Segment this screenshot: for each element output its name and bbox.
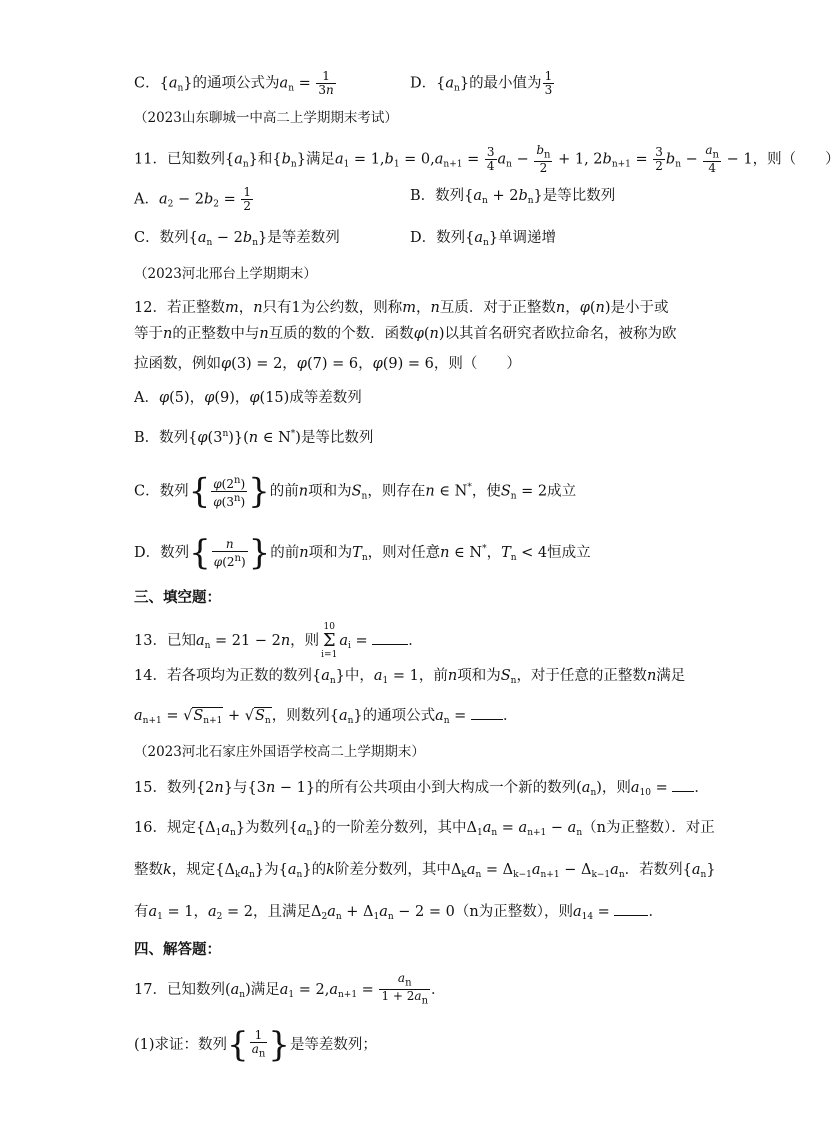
q17-stem: 17．已知数列$(a_n)$满足$a_1 = 2,a_{n+1}$ = $\frac{a_n}{1 + 2a_n}$ ．	[134, 971, 446, 1007]
q11-option-c: C．数列$\{a_n - 2b_n\}$是等差数列	[134, 230, 340, 248]
source-note-2: （2023河北邢台上学期期末）	[134, 266, 317, 282]
q12-line2: 等于n的正整数中与n互质的数的个数．函数φ(n)以其首名研究者欧拉命名，被称为欧	[134, 326, 677, 342]
source-note-1: （2023山东聊城一中高二上学期期末考试）	[134, 110, 398, 126]
q11-option-a: A．$a_2 - 2b_2$ = $\frac{1}{2}$	[134, 185, 252, 213]
q10-option-d: D．$\{a_n\}$的最小值为 $\frac{1}{3}$	[410, 69, 553, 97]
q12-option-d: D．数列{ $\frac{n}{\varphi(2^n)}$ }的前n项和为$T_n$，则对任意n ∈ N*，$T_n < 4$恒成立	[134, 533, 591, 573]
q12-line3: 拉函数，例如φ(3) = 2，φ(7) = 6，φ(9) = 6，则（ ）	[134, 356, 521, 372]
q16-line2: 整数k，规定$\{\Delta_ka_n\}$为$\{a_n\}$的k阶差分数列，其中$\Delta_ka_n = \Delta_{k-1}a_{n+1} - \Delta_{k-1}a_n$．若数列$\{a_n\}$	[134, 862, 716, 880]
q12-option-a: A．φ(5)，φ(9)，φ(15)成等差数列	[134, 390, 362, 406]
q10-option-c: C．$\{a_n\}$的通项公式为$a_n$ = $\frac{1}{3n}$	[134, 69, 334, 97]
q11-stem: 11．已知数列$\{a_n\}$和$\{b_n\}$满足$a_1 = 1,b_1 = 0,a_{n+1}$ = $\frac{3}{4}$ $a_n$ − $\frac{b_n}{2}$ + 1, $2b_{n+1}$ = $\frac{3}{2}$ $b_n$ − $\frac{a_n}{4}$ − 1，则（ ）	[134, 143, 840, 176]
q11-option-d: D．数列$\{a_n\}$单调递增	[410, 230, 557, 248]
q14-line2: $a_{n+1} = √S_{n+1} + √S_n$，则数列$\{a_n\}$的通项公式$a_n$ = ．	[134, 708, 518, 726]
q14-line1: 14．若各项均为正数的数列$\{a_n\}$中，$a_1 = 1$，前n项和为$S_n$，对于任意的正整数n满足	[134, 668, 686, 686]
q13: 13．已知$a_n = 21 - 2n$，则10 Σ $i=1a_i$ = ．	[134, 622, 423, 660]
q12-line1: 12．若正整数m，n只有1为公约数，则称m，n互质．对于正整数n，φ(n)是小于或	[134, 300, 669, 316]
section-answer-heading: 四、解答题：	[134, 942, 221, 958]
q16-line3: 有$a_1 = 1$，$a_2 = 2$，且满足$\Delta_2a_n + \Delta_1a_n - 2 = 0(n$为正整数），则$a_{14}$ = ．	[134, 904, 663, 922]
q17-part1: (1)求证：数列{ $\frac{1}{a_n}$ }是等差数列；	[134, 1025, 377, 1065]
source-note-3: （2023河北石家庄外国语学校高二上学期期末）	[134, 744, 425, 760]
q12-option-b: B．数列{φ(3$^n$)}(n ∈ N*)是等比数列	[134, 429, 374, 446]
q15: 15．数列{2n}与{3n − 1}的所有公共项由小到大构成一个新的数列$(a_n)$，则$a_{10}$ = ．	[134, 780, 709, 798]
q11-option-b: B．数列$\{a_n + 2b_n\}$是等比数列	[410, 188, 616, 206]
q16-line1: 16．规定$\{\Delta_1a_n\}$为数列$\{a_n\}$的一阶差分数列，其中$\Delta_1a_n = a_{n+1} - a_n(n$为正整数）．对正	[134, 820, 715, 838]
section-fill-in-heading: 三、填空题：	[134, 590, 221, 606]
q12-option-c: C．数列{ $\frac{\varphi(2^n)}{\varphi(3^n)}$ }的前n项和为$S_n$，则存在n ∈ N*，使$S_n = 2$成立	[134, 471, 577, 512]
